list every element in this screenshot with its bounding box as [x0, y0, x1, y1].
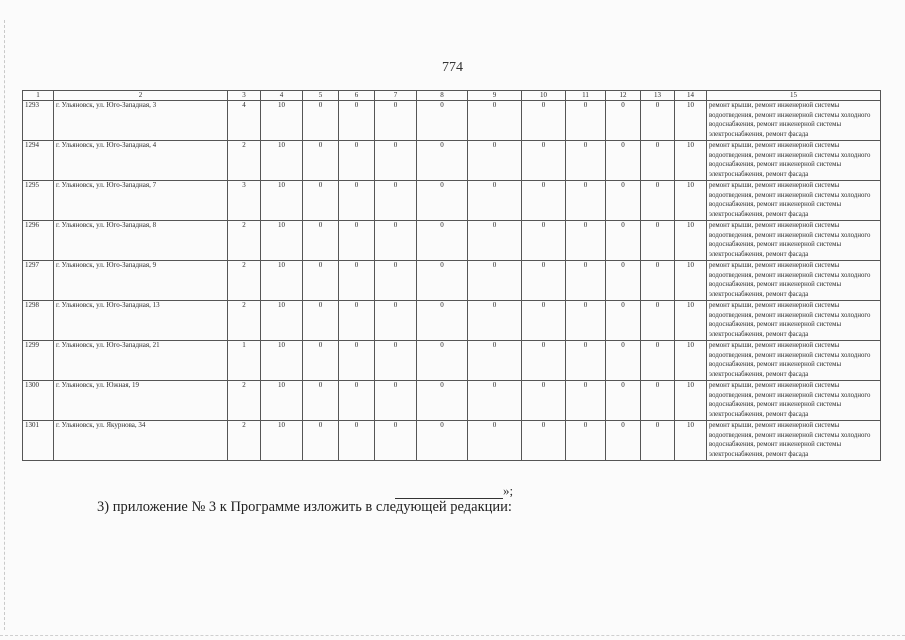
table-header-row	[23, 91, 881, 101]
value-cell-col-8: 0	[417, 221, 468, 261]
value-cell-col-6: 0	[339, 421, 375, 461]
value-cell-col-14: 10	[675, 181, 707, 221]
column-header-2: 2	[54, 91, 228, 101]
value-cell-col-6: 0	[339, 101, 375, 141]
value-cell-col-8: 0	[417, 421, 468, 461]
value-cell-col-4: 10	[261, 421, 303, 461]
value-cell-col-10: 0	[522, 381, 566, 421]
value-cell-col-14: 10	[675, 341, 707, 381]
value-cell-col-9: 0	[468, 421, 522, 461]
row-number: 1295	[23, 181, 54, 221]
value-cell-col-5: 0	[303, 181, 339, 221]
value-cell-col-14: 10	[675, 141, 707, 181]
value-cell-col-3: 4	[228, 101, 261, 141]
table-row	[23, 301, 881, 341]
value-cell-col-4: 10	[261, 261, 303, 301]
table-body	[23, 101, 881, 461]
value-cell-col-6: 0	[339, 381, 375, 421]
value-cell-col-13: 0	[641, 181, 675, 221]
value-cell-col-6: 0	[339, 341, 375, 381]
value-cell-col-10: 0	[522, 301, 566, 341]
value-cell-col-13: 0	[641, 141, 675, 181]
row-number: 1299	[23, 341, 54, 381]
value-cell-col-11: 0	[566, 101, 606, 141]
value-cell-col-5: 0	[303, 221, 339, 261]
value-cell-col-8: 0	[417, 381, 468, 421]
scan-edge-bottom	[0, 635, 905, 636]
works-description-cell: ремонт крыши, ремонт инженерной системы водоотведения, ремонт инженерной системы холодного водоснабжения, ремонт инженерной системы электроснабжения, ремонт фасада	[707, 421, 881, 461]
table-row	[23, 141, 881, 181]
value-cell-col-4: 10	[261, 301, 303, 341]
value-cell-col-8: 0	[417, 141, 468, 181]
value-cell-col-3: 2	[228, 141, 261, 181]
row-number: 1293	[23, 101, 54, 141]
value-cell-col-6: 0	[339, 141, 375, 181]
value-cell-col-14: 10	[675, 301, 707, 341]
address-cell: г. Ульяновск, ул. Юго-Западная, 21	[54, 341, 228, 381]
value-cell-col-12: 0	[606, 221, 641, 261]
works-description-cell: ремонт крыши, ремонт инженерной системы водоотведения, ремонт инженерной системы холодного водоснабжения, ремонт инженерной системы электроснабжения, ремонт фасада	[707, 181, 881, 221]
value-cell-col-9: 0	[468, 381, 522, 421]
column-header-1: 1	[23, 91, 54, 101]
blank-underline	[395, 486, 503, 499]
value-cell-col-11: 0	[566, 261, 606, 301]
value-cell-col-3: 2	[228, 381, 261, 421]
address-cell: г. Ульяновск, ул. Юго-Западная, 3	[54, 101, 228, 141]
column-header-8: 8	[417, 91, 468, 101]
table-row	[23, 381, 881, 421]
value-cell-col-5: 0	[303, 301, 339, 341]
works-description-cell: ремонт крыши, ремонт инженерной системы водоотведения, ремонт инженерной системы холодного водоснабжения, ремонт инженерной системы электроснабжения, ремонт фасада	[707, 301, 881, 341]
value-cell-col-9: 0	[468, 181, 522, 221]
value-cell-col-3: 3	[228, 181, 261, 221]
value-cell-col-7: 0	[375, 301, 417, 341]
value-cell-col-12: 0	[606, 101, 641, 141]
value-cell-col-5: 0	[303, 101, 339, 141]
works-description-cell: ремонт крыши, ремонт инженерной системы водоотведения, ремонт инженерной системы холодного водоснабжения, ремонт инженерной системы электроснабжения, ремонт фасада	[707, 261, 881, 301]
table-row	[23, 101, 881, 141]
column-header-5: 5	[303, 91, 339, 101]
amendment-clause: 3) приложение № 3 к Программе изложить в следующей редакции:	[97, 499, 512, 515]
value-cell-col-12: 0	[606, 421, 641, 461]
value-cell-col-4: 10	[261, 181, 303, 221]
column-header-9: 9	[468, 91, 522, 101]
row-number: 1294	[23, 141, 54, 181]
value-cell-col-5: 0	[303, 261, 339, 301]
address-cell: г. Ульяновск, ул. Якурнова, 34	[54, 421, 228, 461]
value-cell-col-3: 2	[228, 301, 261, 341]
value-cell-col-5: 0	[303, 421, 339, 461]
value-cell-col-14: 10	[675, 261, 707, 301]
value-cell-col-6: 0	[339, 261, 375, 301]
page-number: 774	[442, 60, 463, 75]
value-cell-col-4: 10	[261, 141, 303, 181]
address-cell: г. Ульяновск, ул. Юго-Западная, 4	[54, 141, 228, 181]
value-cell-col-6: 0	[339, 221, 375, 261]
value-cell-col-8: 0	[417, 101, 468, 141]
value-cell-col-3: 2	[228, 221, 261, 261]
column-header-11: 11	[566, 91, 606, 101]
column-header-6: 6	[339, 91, 375, 101]
value-cell-col-13: 0	[641, 301, 675, 341]
value-cell-col-7: 0	[375, 101, 417, 141]
value-cell-col-4: 10	[261, 101, 303, 141]
value-cell-col-10: 0	[522, 261, 566, 301]
value-cell-col-10: 0	[522, 141, 566, 181]
value-cell-col-5: 0	[303, 381, 339, 421]
column-header-3: 3	[228, 91, 261, 101]
value-cell-col-7: 0	[375, 221, 417, 261]
table-row	[23, 221, 881, 261]
address-cell: г. Ульяновск, ул. Южная, 19	[54, 381, 228, 421]
value-cell-col-11: 0	[566, 341, 606, 381]
table-row	[23, 421, 881, 461]
value-cell-col-8: 0	[417, 181, 468, 221]
value-cell-col-13: 0	[641, 221, 675, 261]
value-cell-col-14: 10	[675, 381, 707, 421]
value-cell-col-14: 10	[675, 221, 707, 261]
value-cell-col-7: 0	[375, 341, 417, 381]
value-cell-col-8: 0	[417, 261, 468, 301]
works-description-cell: ремонт крыши, ремонт инженерной системы водоотведения, ремонт инженерной системы холодного водоснабжения, ремонт инженерной системы электроснабжения, ремонт фасада	[707, 101, 881, 141]
value-cell-col-10: 0	[522, 341, 566, 381]
value-cell-col-7: 0	[375, 421, 417, 461]
address-cell: г. Ульяновск, ул. Юго-Западная, 13	[54, 301, 228, 341]
value-cell-col-11: 0	[566, 221, 606, 261]
row-number: 1296	[23, 221, 54, 261]
value-cell-col-5: 0	[303, 141, 339, 181]
works-description-cell: ремонт крыши, ремонт инженерной системы водоотведения, ремонт инженерной системы холодного водоснабжения, ремонт инженерной системы электроснабжения, ремонт фасада	[707, 381, 881, 421]
value-cell-col-7: 0	[375, 181, 417, 221]
table-row	[23, 261, 881, 301]
value-cell-col-11: 0	[566, 421, 606, 461]
value-cell-col-6: 0	[339, 181, 375, 221]
address-cell: г. Ульяновск, ул. Юго-Западная, 9	[54, 261, 228, 301]
value-cell-col-14: 10	[675, 101, 707, 141]
column-header-7: 7	[375, 91, 417, 101]
value-cell-col-9: 0	[468, 221, 522, 261]
column-header-4: 4	[261, 91, 303, 101]
works-description-cell: ремонт крыши, ремонт инженерной системы водоотведения, ремонт инженерной системы холодного водоснабжения, ремонт инженерной системы электроснабжения, ремонт фасада	[707, 341, 881, 381]
value-cell-col-11: 0	[566, 141, 606, 181]
table-row	[23, 181, 881, 221]
value-cell-col-11: 0	[566, 181, 606, 221]
value-cell-col-7: 0	[375, 381, 417, 421]
value-cell-col-12: 0	[606, 341, 641, 381]
value-cell-col-10: 0	[522, 421, 566, 461]
value-cell-col-9: 0	[468, 261, 522, 301]
row-number: 1301	[23, 421, 54, 461]
value-cell-col-12: 0	[606, 301, 641, 341]
column-header-13: 13	[641, 91, 675, 101]
value-cell-col-3: 2	[228, 421, 261, 461]
row-number: 1297	[23, 261, 54, 301]
value-cell-col-8: 0	[417, 341, 468, 381]
value-cell-col-9: 0	[468, 141, 522, 181]
value-cell-col-3: 1	[228, 341, 261, 381]
value-cell-col-10: 0	[522, 101, 566, 141]
row-number: 1300	[23, 381, 54, 421]
value-cell-col-13: 0	[641, 341, 675, 381]
value-cell-col-4: 10	[261, 341, 303, 381]
value-cell-col-9: 0	[468, 101, 522, 141]
address-cell: г. Ульяновск, ул. Юго-Западная, 7	[54, 181, 228, 221]
value-cell-col-10: 0	[522, 181, 566, 221]
value-cell-col-4: 10	[261, 221, 303, 261]
value-cell-col-13: 0	[641, 101, 675, 141]
value-cell-col-12: 0	[606, 181, 641, 221]
value-cell-col-11: 0	[566, 381, 606, 421]
column-header-12: 12	[606, 91, 641, 101]
row-number: 1298	[23, 301, 54, 341]
repair-program-table	[22, 90, 881, 461]
value-cell-col-7: 0	[375, 261, 417, 301]
value-cell-col-12: 0	[606, 141, 641, 181]
value-cell-col-13: 0	[641, 261, 675, 301]
value-cell-col-14: 10	[675, 421, 707, 461]
works-description-cell: ремонт крыши, ремонт инженерной системы водоотведения, ремонт инженерной системы холодного водоснабжения, ремонт инженерной системы электроснабжения, ремонт фасада	[707, 221, 881, 261]
value-cell-col-7: 0	[375, 141, 417, 181]
scan-edge-left	[4, 20, 5, 630]
address-cell: г. Ульяновск, ул. Юго-Западная, 8	[54, 221, 228, 261]
column-header-15: 15	[707, 91, 881, 101]
value-cell-col-11: 0	[566, 301, 606, 341]
value-cell-col-4: 10	[261, 381, 303, 421]
column-header-10: 10	[522, 91, 566, 101]
value-cell-col-10: 0	[522, 221, 566, 261]
works-description-cell: ремонт крыши, ремонт инженерной системы водоотведения, ремонт инженерной системы холодного водоснабжения, ремонт инженерной системы электроснабжения, ремонт фасада	[707, 141, 881, 181]
value-cell-col-13: 0	[641, 421, 675, 461]
value-cell-col-13: 0	[641, 381, 675, 421]
value-cell-col-12: 0	[606, 381, 641, 421]
value-cell-col-9: 0	[468, 341, 522, 381]
column-header-14: 14	[675, 91, 707, 101]
value-cell-col-5: 0	[303, 341, 339, 381]
closing-line	[395, 483, 513, 499]
value-cell-col-12: 0	[606, 261, 641, 301]
value-cell-col-3: 2	[228, 261, 261, 301]
value-cell-col-9: 0	[468, 301, 522, 341]
value-cell-col-8: 0	[417, 301, 468, 341]
table-row	[23, 341, 881, 381]
closing-quote: »;	[503, 483, 514, 498]
value-cell-col-6: 0	[339, 301, 375, 341]
